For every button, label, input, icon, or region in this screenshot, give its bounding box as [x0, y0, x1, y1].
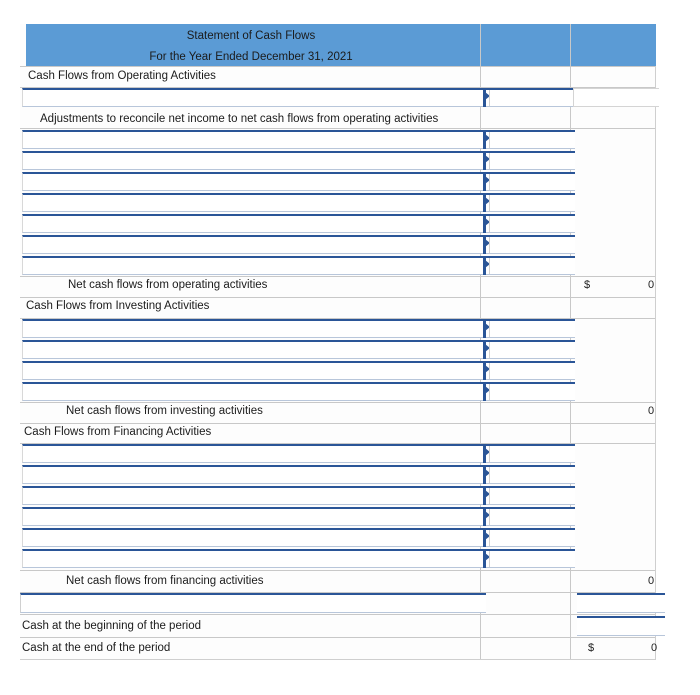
adjustment-amount-input[interactable]: [489, 174, 573, 190]
financing-row[interactable]: [22, 444, 575, 463]
investing-row[interactable]: [22, 361, 575, 380]
statement-period: For the Year Ended December 31, 2021: [149, 51, 353, 63]
financing-row[interactable]: [22, 507, 575, 526]
cash-end-currency: $: [588, 642, 595, 654]
cash-beginning-input[interactable]: [577, 616, 665, 636]
adjustment-row[interactable]: [22, 130, 575, 149]
financing-amount-input[interactable]: [489, 530, 573, 546]
adjustment-row[interactable]: [22, 256, 575, 275]
financing-amount-input[interactable]: [489, 509, 573, 525]
investing-net-value: 0: [648, 405, 655, 417]
adjustment-amount-input[interactable]: [489, 195, 573, 211]
investing-net-label: Net cash flows from investing activities: [66, 405, 263, 417]
financing-row[interactable]: [22, 549, 575, 568]
investing-amount-input[interactable]: [489, 321, 573, 337]
net-change-amount-input[interactable]: [577, 593, 665, 613]
operating-currency: $: [584, 279, 591, 291]
financing-amount-input[interactable]: [489, 551, 573, 567]
net-income-row[interactable]: [22, 88, 575, 107]
net-income-amount-input[interactable]: [489, 90, 573, 106]
financing-row[interactable]: [22, 465, 575, 484]
investing-row[interactable]: [22, 382, 575, 401]
cash-end-value: 0: [651, 642, 658, 654]
adjustment-amount-input[interactable]: [489, 258, 573, 274]
financing-net-value: 0: [648, 575, 655, 587]
cash-end-label: Cash at the end of the period: [22, 642, 171, 654]
financing-amount-input[interactable]: [489, 446, 573, 462]
investing-row[interactable]: [22, 319, 575, 338]
adjustment-amount-input[interactable]: [489, 237, 573, 253]
investing-amount-input[interactable]: [489, 363, 573, 379]
investing-amount-input[interactable]: [489, 384, 573, 400]
adjustment-row[interactable]: [22, 193, 575, 212]
financing-row[interactable]: [22, 528, 575, 547]
operating-net-value: 0: [648, 279, 655, 291]
statement-title: Statement of Cash Flows: [186, 30, 316, 42]
adjustment-amount-input[interactable]: [489, 132, 573, 148]
adjustment-row[interactable]: [22, 235, 575, 254]
cash-beginning-label: Cash at the beginning of the period: [22, 620, 202, 632]
net-income-total-input[interactable]: [573, 88, 659, 107]
financing-net-label: Net cash flows from financing activities: [66, 575, 264, 587]
financing-section-header: Cash Flows from Financing Activities: [24, 426, 212, 438]
investing-row[interactable]: [22, 340, 575, 359]
adjustment-amount-input[interactable]: [489, 153, 573, 169]
financing-row[interactable]: [22, 486, 575, 505]
investing-amount-input[interactable]: [489, 342, 573, 358]
operating-section-header: Cash Flows from Operating Activities: [28, 70, 216, 82]
adjustment-row[interactable]: [22, 214, 575, 233]
financing-amount-input[interactable]: [489, 488, 573, 504]
cash-flow-statement-form: [20, 24, 656, 660]
adjustments-label: Adjustments to reconcile net income to net cash flows from operating activities: [40, 113, 439, 125]
adjustment-row[interactable]: [22, 151, 575, 170]
investing-section-header: Cash Flows from Investing Activities: [26, 300, 210, 312]
net-change-label-input[interactable]: [20, 593, 486, 613]
financing-amount-input[interactable]: [489, 467, 573, 483]
operating-net-label: Net cash flows from operating activities: [68, 279, 268, 291]
adjustment-row[interactable]: [22, 172, 575, 191]
adjustment-amount-input[interactable]: [489, 216, 573, 232]
